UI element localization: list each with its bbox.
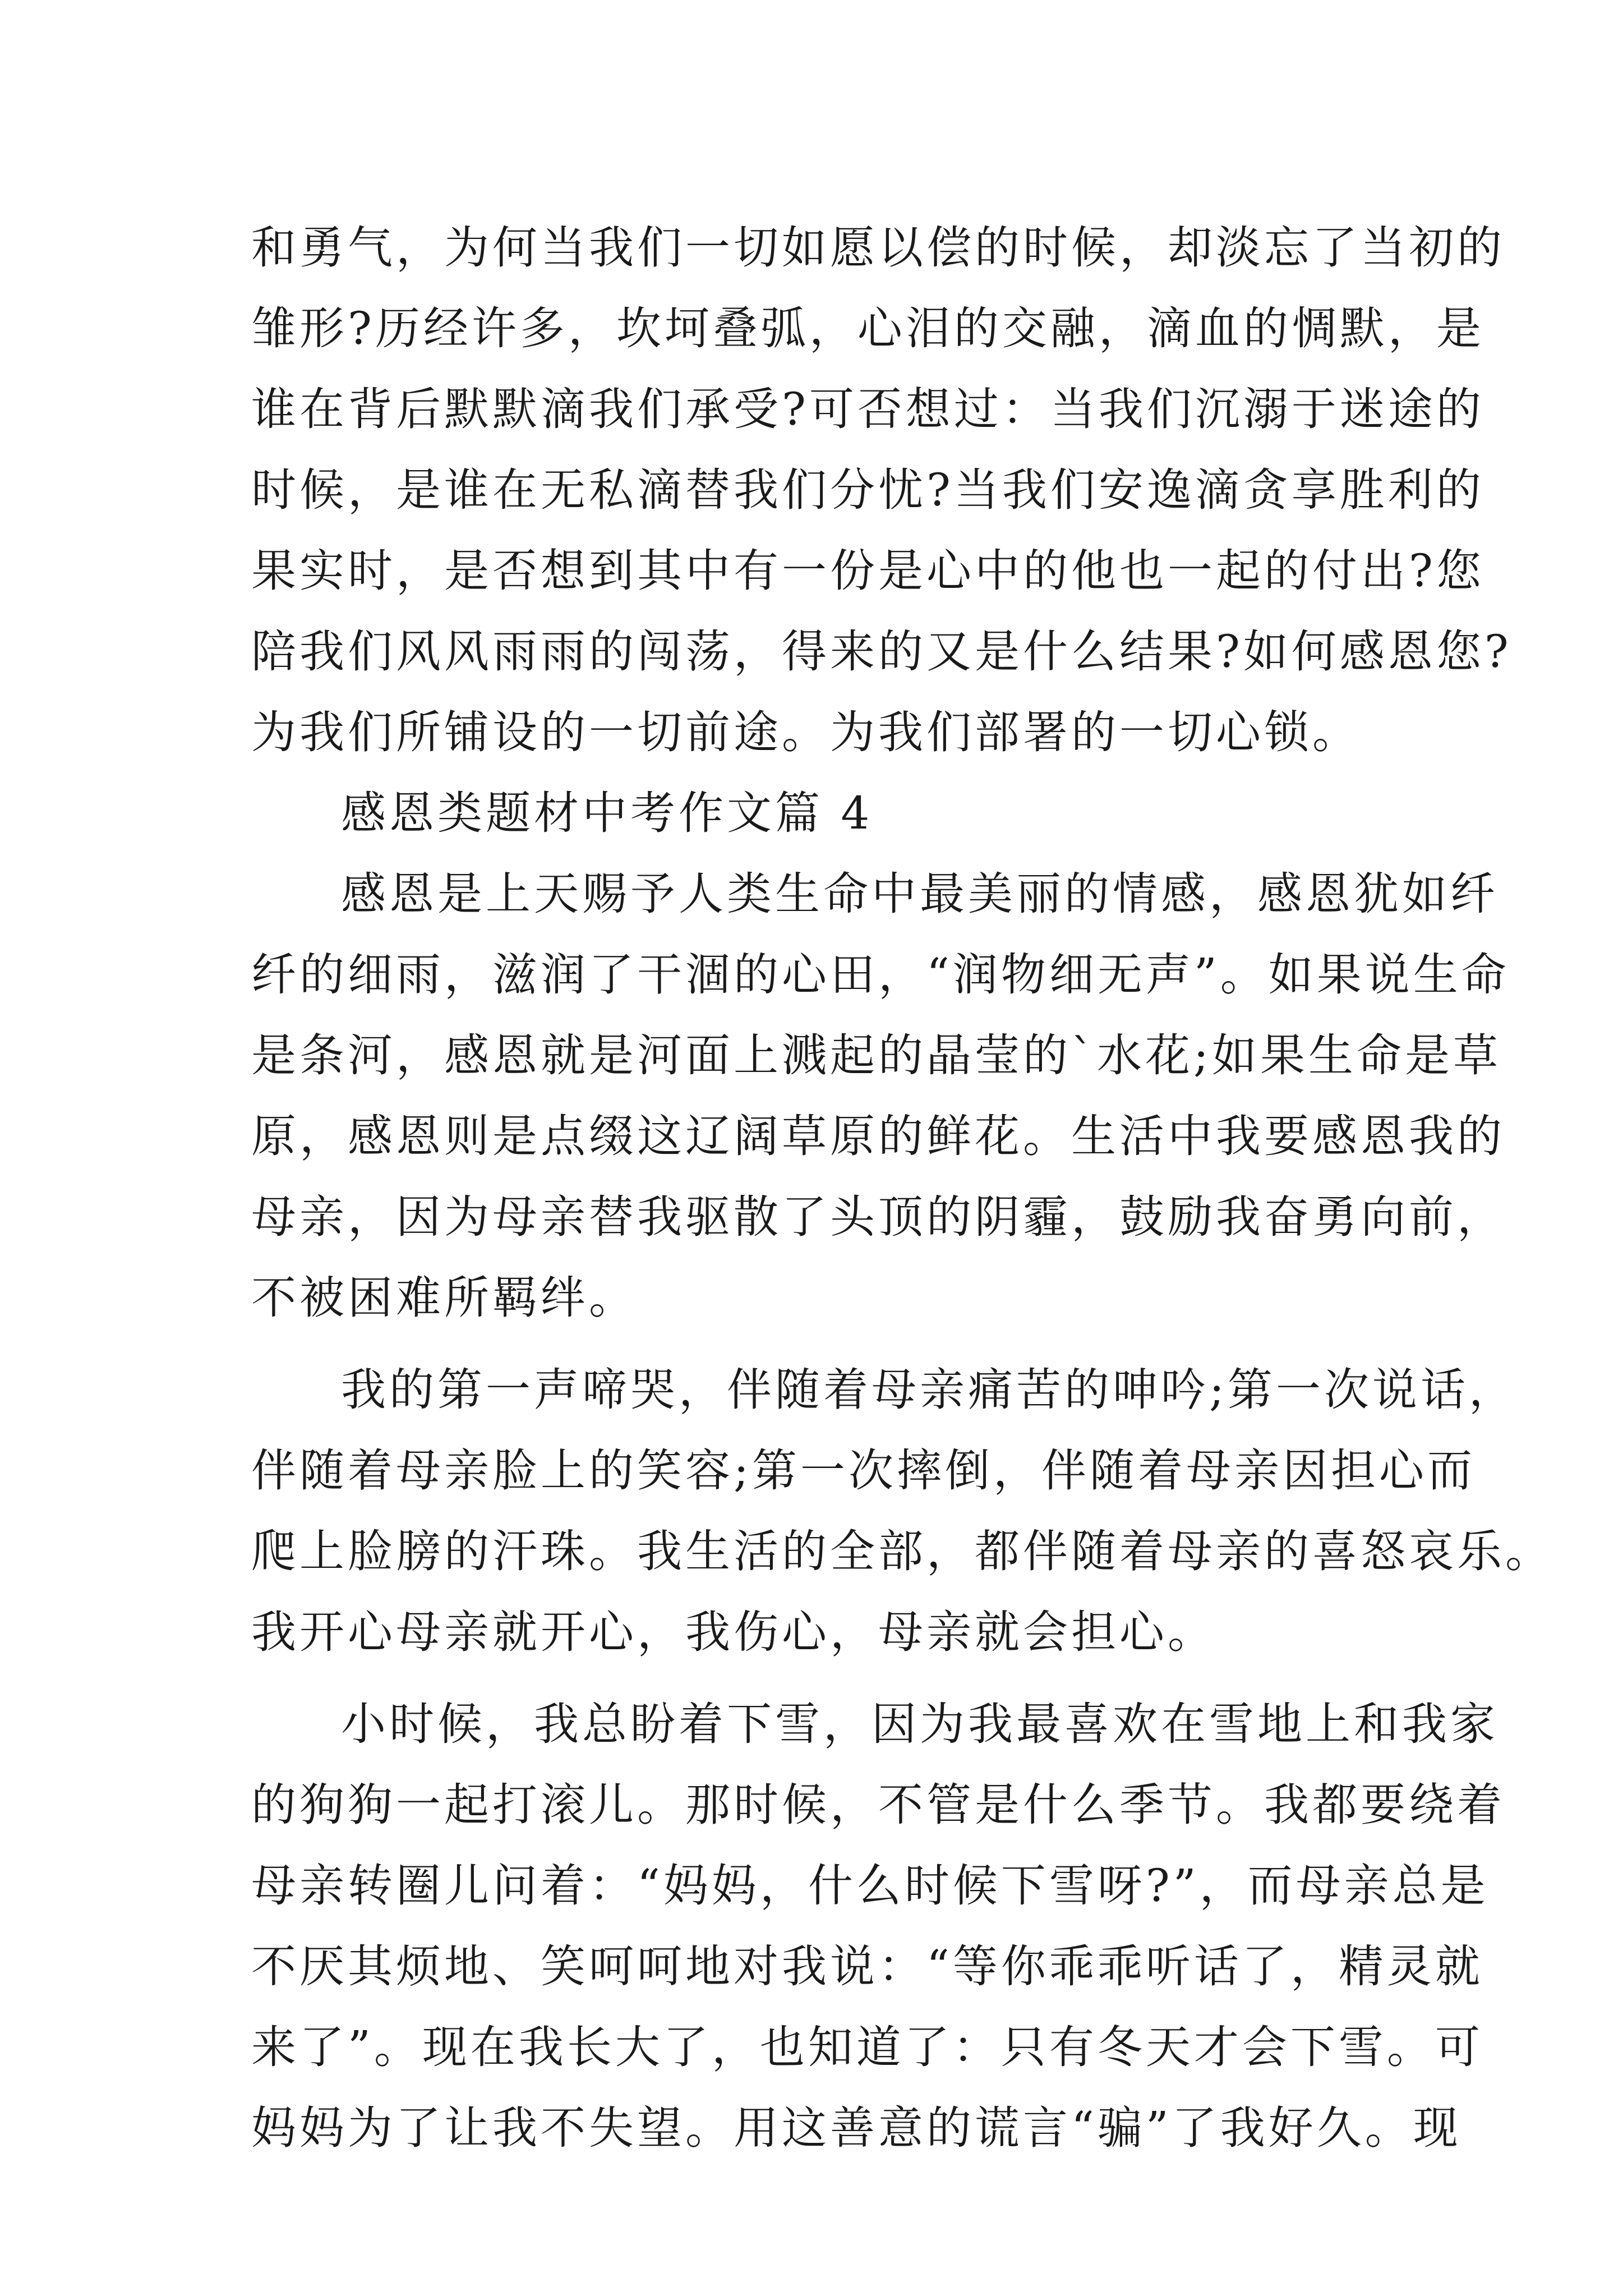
paragraph-line: 纤的细雨，滋润了干涸的心田，“润物细无声”。如果说生命 bbox=[251, 949, 1510, 1001]
paragraph-line: 陪我们风风雨雨的闯荡，得来的又是什么结果?如何感恩您? bbox=[251, 625, 1512, 678]
paragraph-line: 果实时，是否想到其中有一份是心中的他也一起的付出?您 bbox=[251, 545, 1484, 597]
paragraph-line: 我的第一声啼哭，伴随着母亲痛苦的呻吟;第一次说话， bbox=[341, 1364, 1517, 1416]
paragraph-line: 是条河，感恩就是河面上溅起的晶莹的`水花;如果生命是草 bbox=[251, 1029, 1501, 1082]
paragraph-line: 母亲转圈儿问着：“妈妈，什么时候下雪呀?”，而母亲总是 bbox=[251, 1860, 1489, 1912]
section-heading: 感恩类题材中考作文篇 4 bbox=[341, 787, 873, 839]
paragraph-line: 不被困难所羁绊。 bbox=[251, 1272, 637, 1324]
paragraph-line: 伴随着母亲脸上的笑容;第一次摔倒，伴随着母亲因担心而 bbox=[251, 1444, 1476, 1497]
paragraph-line: 感恩是上天赐予人类生命中最美丽的情感，感恩犹如纤 bbox=[341, 868, 1498, 920]
paragraph-spacer bbox=[251, 1338, 1390, 1350]
paragraph-4 bbox=[251, 1684, 1505, 2169]
paragraph-line: 雏形?历经许多，坎坷叠弧，心泪的交融，滴血的惆默，是 bbox=[251, 302, 1484, 355]
paragraph-1 bbox=[251, 208, 1512, 773]
paragraph-line: 不厌其烦地、笑呵呵地对我说：“等你乖乖听话了，精灵就 bbox=[251, 1940, 1483, 1993]
paragraph-line: 时候，是谁在无私滴替我们分忧?当我们安逸滴贪享胜利的 bbox=[251, 464, 1484, 516]
paragraph-line: 原，感恩则是点缀这辽阔草原的鲜花。生活中我要感恩我的 bbox=[251, 1110, 1505, 1162]
paragraph-line: 母亲，因为母亲替我驱散了头顶的阴霾，鼓励我奋勇向前， bbox=[251, 1191, 1505, 1243]
paragraph-line: 和勇气，为何当我们一切如愿以偿的时候，却淡忘了当初的 bbox=[251, 222, 1505, 274]
paragraph-line: 爬上脸膀的汗珠。我生活的全部，都伴随着母亲的喜怒哀乐。 bbox=[251, 1525, 1553, 1577]
paragraph-line: 谁在背后默默滴我们承受?可否想过：当我们沉溺于迷途的 bbox=[251, 383, 1484, 435]
paragraph-line: 小时候，我总盼着下雪，因为我最喜欢在雪地上和我家 bbox=[341, 1698, 1498, 1750]
paragraph-line: 的狗狗一起打滚儿。那时候，不管是什么季节。我都要绕着 bbox=[251, 1779, 1505, 1831]
paragraph-line: 我开心母亲就开心，我伤心，母亲就会担心。 bbox=[251, 1606, 1216, 1658]
document-body bbox=[251, 208, 1553, 2169]
paragraph-line: 为我们所铺设的一切前途。为我们部署的一切心锁。 bbox=[251, 706, 1361, 758]
paragraph-spacer bbox=[251, 1673, 1390, 1684]
paragraph-3 bbox=[251, 1350, 1553, 1673]
paragraph-line: 妈妈为了让我不失望。用这善意的谎言“骗”了我好久。现 bbox=[251, 2102, 1461, 2154]
paragraph-line: 来了”。现在我长大了，也知道了：只有冬天才会下雪。可 bbox=[251, 2021, 1483, 2073]
paragraph-2 bbox=[251, 854, 1510, 1338]
